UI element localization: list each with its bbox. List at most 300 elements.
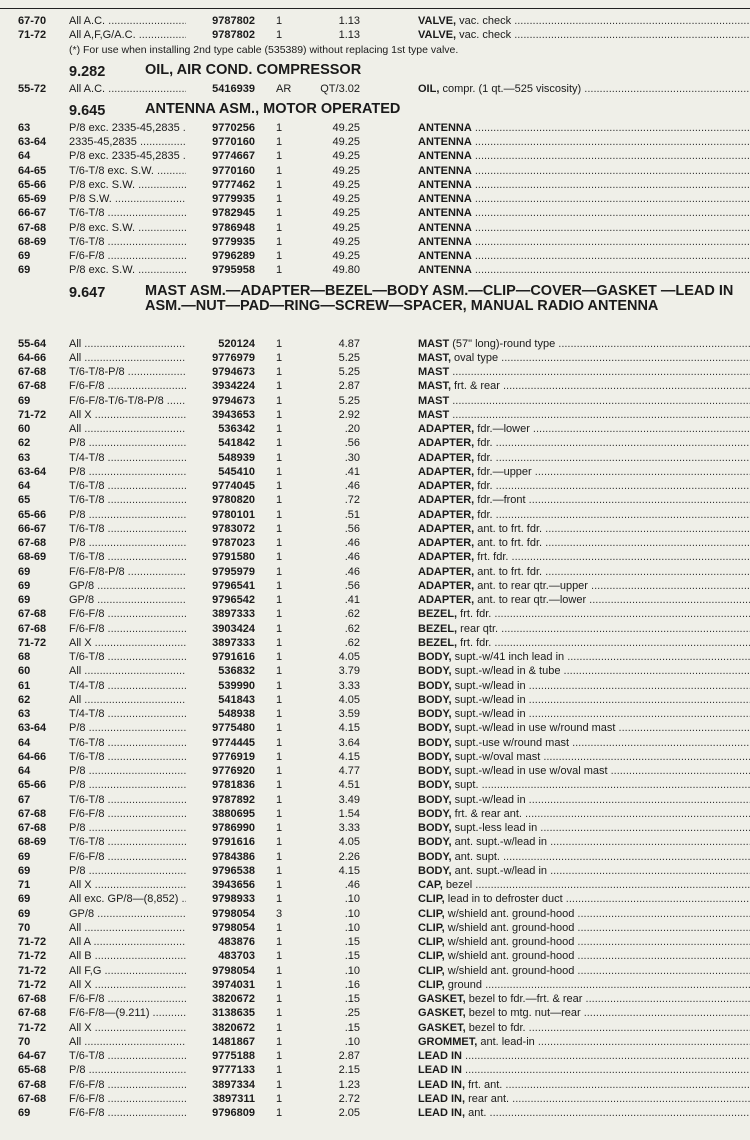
part-row [0,807,750,821]
part-detail: supt.-w/lead in [451,693,526,706]
description [418,192,750,206]
part-number: 536342 [186,422,255,436]
model-year: 67-68 [18,1007,47,1020]
part-detail: ant. to frt. fdr. [474,565,543,578]
part-detail: fdr.—upper [474,465,532,478]
quantity: 1 [276,736,283,749]
description [418,807,750,821]
part-name: MAST [418,394,450,407]
part-detail: w/shield ant. ground-hood [444,950,575,963]
quantity: 1 [276,29,283,42]
part-name: CLIP, [418,978,445,991]
part-row [0,693,750,707]
part-name: BEZEL, [418,608,458,621]
part-row [0,394,750,408]
section-title: MAST ASM.—ADAPTER—BEZEL—BODY ASM.—CLIP—COVER—GASKET —LEAD IN ASM.—NUT—PAD—RING—SCREW—SPACER, MANUAL RADIO ANTENNA [145,282,734,314]
application: F/6-F/8 ..... [69,1078,229,1092]
part-number: 9782945 [186,206,255,220]
price: 4.77 [338,765,360,777]
application: P/8 ..... [69,764,229,778]
part-row [0,379,750,393]
part-number: 3974031 [186,978,255,992]
part-number: 9798054 [186,907,255,921]
part-row [0,436,750,450]
part-row [0,607,750,621]
quantity: 1 [276,850,283,863]
part-name: ANTENNA [418,235,472,248]
description [418,664,750,678]
description [418,249,750,263]
price: .56 [344,437,360,450]
quantity: 1 [276,750,283,763]
part-row [0,978,750,992]
description [418,379,750,393]
part-detail: rear ant. [465,1092,510,1105]
quantity: 1 [276,1035,283,1048]
part-name: ADAPTER, [418,565,475,578]
model-year: 70 [18,921,31,934]
part-row [0,992,750,1006]
part-number: 9779935 [186,235,255,249]
part-number: 541843 [186,693,255,707]
part-number: 9776920 [186,764,255,778]
quantity: 1 [276,480,283,492]
part-number: 9796289 [186,249,255,263]
application: P/8 ..... [69,465,229,479]
description [418,1078,750,1092]
description [418,679,750,693]
part-detail: bezel to mtg. nut—rear [465,1007,581,1020]
price: .15 [344,936,360,948]
price: 4.87 [338,337,360,350]
part-name: GASKET, [418,993,466,1005]
part-row [0,178,750,192]
quantity: AR [276,82,292,95]
price: 49.25 [332,136,360,148]
quantity: 1 [276,594,283,606]
part-detail: fdr.—lower [474,423,530,435]
part-detail: supt.-w/lead in & tube [451,665,561,678]
quantity: 1 [276,950,283,963]
part-name: ADAPTER, [418,579,475,592]
part-detail: bezel to fdr. [465,1021,526,1034]
description [418,1106,750,1120]
quantity: 1 [276,465,283,478]
part-detail: frt. & rear [451,380,500,393]
quantity: 1 [276,394,283,407]
application: All ..... [69,921,229,935]
description [418,422,750,436]
part-name: ADAPTER, [418,522,475,535]
part-row [0,750,750,764]
part-row [0,1035,750,1049]
part-row [0,192,750,206]
model-year: 61 [18,679,31,692]
part-detail: ant. supt.-w/lead in [451,836,548,849]
model-year: 65 [18,494,31,507]
part-name: OIL, [418,82,440,95]
model-year: 69 [18,264,31,277]
model-year: 69 [18,579,31,592]
parts-list [0,14,750,1120]
model-year: 63 [18,451,31,464]
quantity: 1 [276,437,283,450]
price: 3.64 [338,736,360,749]
model-year: 67-68 [18,380,47,393]
part-number: 536832 [186,664,255,678]
price: 49.80 [332,264,360,277]
part-row [0,536,750,550]
quantity: 1 [276,494,283,507]
price: 3.79 [338,665,360,678]
quantity: 1 [276,264,283,277]
part-row [0,522,750,536]
part-name: ADAPTER, [418,508,475,521]
description [418,650,750,664]
quantity: 1 [276,693,283,706]
price: .46 [344,565,360,578]
part-row [0,1078,750,1092]
price: 49.25 [332,121,360,134]
description [418,351,750,365]
part-number: 9798933 [186,892,255,906]
part-number: 520124 [186,337,255,351]
model-year: 67-68 [18,1078,47,1091]
price: .41 [344,465,360,478]
part-number: 9796541 [186,579,255,593]
application: P/8 exc. 2335-45,2835 ..... [69,149,229,163]
part-name: MAST [418,337,450,350]
part-name: BODY, [418,750,452,763]
application: All A.C. ..... [69,14,229,28]
section-number: 9.282 [69,63,106,80]
description [418,121,750,135]
part-name: ANTENNA [418,221,472,234]
part-name: CLIP, [418,936,445,948]
application: F/6-F/8-P/8 ..... [69,565,229,579]
description [418,178,750,192]
part-number: 9774445 [186,736,255,750]
description [418,978,750,992]
part-name: ADAPTER, [418,465,475,478]
model-year: 69 [18,907,31,920]
part-row [0,263,750,277]
part-detail: ant. to frt. fdr. [474,537,543,549]
quantity: 1 [276,150,283,163]
part-name: LEAD IN, [418,1078,466,1091]
part-number: 3820672 [186,1021,255,1035]
quantity: 1 [276,579,283,592]
description [418,778,750,792]
model-year: 64 [18,150,31,163]
quantity: 1 [276,136,283,148]
part-number: 9795979 [186,565,255,579]
part-number: 3943656 [186,878,255,892]
price: .62 [344,622,360,635]
part-row [0,1063,750,1077]
application: F/6-F/8 ..... [69,249,229,263]
price: .20 [344,423,360,435]
price: 4.05 [338,693,360,706]
price: 49.25 [332,164,360,177]
price: 2.15 [338,1064,360,1077]
part-number: 1481867 [186,1035,255,1049]
part-detail: frt. fdr. [474,551,509,564]
part-row [0,921,750,935]
price: 4.05 [338,836,360,849]
part-row [0,451,750,465]
price: 5.25 [338,351,360,364]
part-detail: supt.-less lead in [451,822,538,834]
application: T/4-T/8 ..... [69,679,229,693]
part-number: 541842 [186,436,255,450]
part-row [0,221,750,235]
application: T/6-T/8 ..... [69,493,229,507]
application: T/6-T/8 ..... [69,650,229,664]
part-number: 3943653 [186,408,255,422]
part-name: ADAPTER, [418,494,475,507]
part-name: ANTENNA [418,264,472,277]
part-name: ADAPTER, [418,423,475,435]
price: 4.51 [338,779,360,792]
application: All A ..... [69,935,229,949]
part-row [0,935,750,949]
quantity: 1 [276,15,283,27]
description [418,835,750,849]
part-number: 5416939 [186,82,255,96]
part-row [0,679,750,693]
quantity: 1 [276,1078,283,1091]
part-name: LEAD IN [418,1050,462,1062]
part-detail: lead in to defroster duct [444,893,563,906]
description [418,337,750,351]
quantity: 1 [276,537,283,549]
part-name: BODY, [418,708,452,720]
part-detail: ant. [465,1107,487,1119]
part-name: ADAPTER, [418,437,475,450]
application: All A.C. ..... [69,82,229,96]
section-title: ANTENNA ASM., MOTOR OPERATED [145,100,401,117]
part-name: BODY, [418,651,452,663]
application: T/6-T/8-P/8 ..... [69,365,229,379]
quantity: 1 [276,366,283,378]
application: P/8 ..... [69,864,229,878]
model-year: 55-64 [18,337,47,350]
part-detail: compr. (1 qt.—525 viscosity) [439,82,582,95]
model-year: 69 [18,565,31,578]
part-detail: supt.-w/41 inch lead in [451,651,565,663]
part-name: ANTENNA [418,250,472,262]
price: .25 [344,1007,360,1020]
part-row [0,508,750,522]
part-number: 9770160 [186,135,255,149]
part-name: ADAPTER, [418,451,475,464]
quantity: 1 [276,879,283,891]
part-row [0,892,750,906]
description [418,82,750,96]
quantity: 1 [276,679,283,692]
part-name: BODY, [418,836,452,849]
description [418,1006,750,1020]
part-number: 9795958 [186,263,255,277]
model-year: 67 [18,793,31,806]
quantity: 1 [276,978,283,991]
quantity: 1 [276,836,283,849]
description [418,693,750,707]
application: P/8 exc. S.W. ..... [69,263,229,277]
price: 49.25 [332,221,360,234]
part-row [0,149,750,163]
part-row [0,579,750,593]
model-year: 67-68 [18,993,47,1005]
application: P/8 S.W. ..... [69,192,229,206]
part-number: 9798054 [186,964,255,978]
application: All X ..... [69,636,229,650]
quantity: 1 [276,722,283,735]
model-year: 64-65 [18,164,47,177]
quantity: 1 [276,380,283,393]
section-heading [0,102,750,120]
quantity: 1 [276,121,283,134]
model-year: 66-67 [18,522,47,535]
part-row [0,337,750,351]
description [418,850,750,864]
part-name: BODY, [418,807,452,820]
description [418,721,750,735]
part-detail: bezel [442,879,473,891]
model-year: 68-69 [18,551,47,564]
part-name: ANTENNA [418,178,472,191]
application: F/6-F/8 ..... [69,1106,229,1120]
part-name: GASKET, [418,1007,466,1020]
part-name: ANTENNA [418,193,472,205]
part-detail: frt. fdr. [457,636,492,649]
part-row [0,465,750,479]
application: P/8 ..... [69,721,229,735]
application: All exc. GP/8—(8,852) ..... [69,892,229,906]
description [418,992,750,1006]
part-row [0,835,750,849]
part-row [0,164,750,178]
part-name: ANTENNA [418,207,472,220]
part-row [0,850,750,864]
model-year: 69 [18,1107,31,1119]
part-number: 9791616 [186,650,255,664]
quantity: 1 [276,765,283,777]
model-year: 69 [18,850,31,863]
application: F/6-F/8 ..... [69,607,229,621]
model-year: 71-72 [18,978,47,991]
application: P/8 exc. S.W. ..... [69,221,229,235]
part-name: MAST [418,366,450,378]
quantity: 1 [276,207,283,220]
price: .15 [344,950,360,963]
application: P/8 ..... [69,778,229,792]
part-detail: fdr. [474,437,493,450]
model-year: 63 [18,708,31,720]
application: P/8 ..... [69,821,229,835]
price: 3.33 [338,679,360,692]
description [418,579,750,593]
model-year: 71-72 [18,950,47,963]
description [418,1035,750,1049]
application: F/6-F/8—(9.211) ..... [69,1006,229,1020]
part-name: CLIP, [418,964,445,977]
description [418,1049,750,1063]
part-name: BEZEL, [418,636,458,649]
application: 2335-45,2835 ..... [69,135,229,149]
quantity: 1 [276,221,283,234]
price: .15 [344,993,360,1005]
quantity: 1 [276,936,283,948]
description [418,907,750,921]
part-name: BODY, [418,779,452,792]
quantity: 1 [276,1064,283,1077]
part-number: 3897334 [186,1078,255,1092]
part-detail: ant. to frt. fdr. [474,522,543,535]
section-heading [0,284,750,336]
part-number: 9775480 [186,721,255,735]
quantity: 1 [276,408,283,421]
description [418,964,750,978]
model-year: 55-72 [18,82,47,95]
model-year: 69 [18,893,31,906]
part-number: 3138635 [186,1006,255,1020]
application: F/6-F/8 ..... [69,807,229,821]
application: T/4-T/8 ..... [69,451,229,465]
application: T/6-T/8 exc. S.W. ..... [69,164,229,178]
part-detail: vac. check [456,15,512,27]
part-detail: ant. lead-in [477,1035,535,1048]
model-year: 67-70 [18,15,47,27]
part-number: 3903424 [186,622,255,636]
price: 2.26 [338,850,360,863]
part-number: 3880695 [186,807,255,821]
part-row [0,821,750,835]
description [418,607,750,621]
description [418,149,750,163]
part-number: 9796538 [186,864,255,878]
part-name: MAST, [418,351,451,364]
quantity: 1 [276,608,283,621]
part-detail: fdr. [474,508,493,521]
quantity: 1 [276,423,283,435]
quantity: 1 [276,508,283,521]
application: T/4-T/8 ..... [69,707,229,721]
model-year: 63 [18,121,31,134]
part-name: CLIP, [418,893,445,906]
quantity: 1 [276,551,283,564]
part-number: 9786990 [186,821,255,835]
price: 1.23 [338,1078,360,1091]
price: .56 [344,579,360,592]
model-year: 68-69 [18,235,47,248]
description [418,408,750,422]
quantity: 1 [276,893,283,906]
model-year: 67-68 [18,807,47,820]
part-row [0,422,750,436]
model-year: 69 [18,394,31,407]
part-detail: supt.-w/lead in [451,793,526,806]
quantity: 1 [276,337,283,350]
part-name: CLIP, [418,950,445,963]
model-year: 62 [18,437,31,450]
part-row [0,707,750,721]
part-name: ANTENNA [418,136,472,148]
description [418,28,750,42]
price: QT/3.02 [320,82,360,95]
price: .10 [344,907,360,920]
